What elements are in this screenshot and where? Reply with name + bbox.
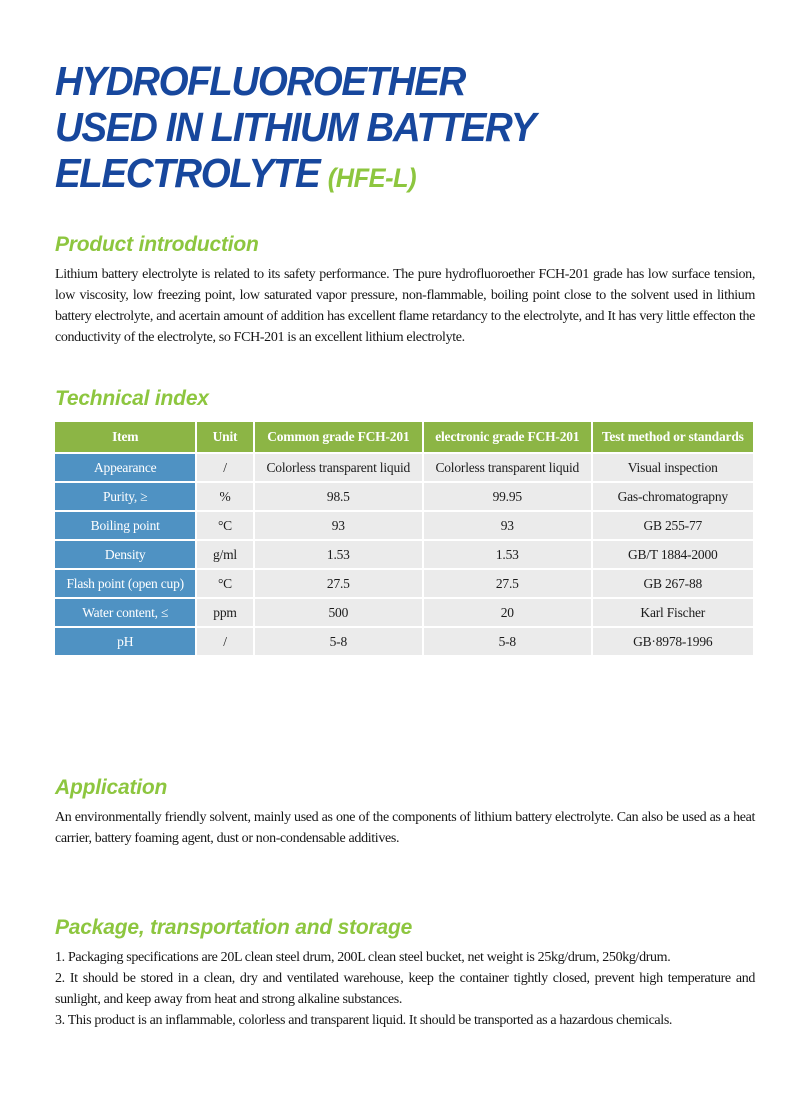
- page-title-suffix: (HFE-L): [327, 163, 417, 193]
- row-label: Boiling point: [55, 512, 195, 539]
- application-text: An environmentally friendly solvent, mainly used as one of the components of lithium battery electrolyte. Can also be used as a heat carrier, battery foaming agent, dust or non-condensable additives.: [55, 810, 755, 846]
- cell-electronic: 93: [424, 512, 590, 539]
- column-header-test-method: Test method or standards: [593, 422, 753, 452]
- technical-index-heading: Technical index: [55, 387, 209, 410]
- cell-unit: °C: [197, 512, 252, 539]
- cell-unit: g/ml: [197, 541, 252, 568]
- cell-electronic: 5-8: [424, 628, 590, 655]
- cell-common: 5-8: [255, 628, 422, 655]
- package-item-2: 2. It should be stored in a clean, dry and ventilated warehouse, keep the container tightly closed, prevent high temperature and sunlight, and keep away from heat and strong alkaline substances.: [55, 971, 755, 1007]
- table-row-purity: [55, 483, 753, 510]
- section-application: [55, 775, 755, 849]
- row-label: Water content, ≤: [55, 599, 195, 626]
- cell-unit: /: [197, 628, 252, 655]
- cell-unit: °C: [197, 570, 252, 597]
- cell-common: 98.5: [255, 483, 422, 510]
- table-row-appearance: [55, 454, 753, 481]
- cell-method: Karl Fischer: [593, 599, 753, 626]
- cell-electronic: 20: [424, 599, 590, 626]
- cell-common: Colorless transparent liquid: [255, 454, 422, 481]
- table-row-boiling-point: [55, 512, 753, 539]
- section-package-transportation-storage: [55, 915, 755, 1031]
- row-label: Flash point (open cup): [55, 570, 195, 597]
- cell-common: 27.5: [255, 570, 422, 597]
- product-introduction-heading: Product introduction: [55, 233, 259, 256]
- cell-common: 500: [255, 599, 422, 626]
- page-title-line3-main: ELECTROLYTE: [55, 150, 320, 196]
- page-title-line1: HYDROFLUOROETHER: [55, 58, 465, 104]
- table-row-ph: [55, 628, 753, 655]
- cell-electronic: Colorless transparent liquid: [424, 454, 590, 481]
- cell-method: Gas-chromatograpny: [593, 483, 753, 510]
- application-heading: Application: [55, 776, 168, 799]
- cell-unit: /: [197, 454, 252, 481]
- package-item-1: 1. Packaging specifications are 20L clean steel drum, 200L clean steel bucket, net weight is 25kg/drum, 250kg/drum.: [55, 950, 671, 965]
- cell-common: 93: [255, 512, 422, 539]
- cell-unit: ppm: [197, 599, 252, 626]
- cell-unit: %: [197, 483, 252, 510]
- cell-method: GB·8978-1996: [593, 628, 753, 655]
- section-product-introduction: [55, 232, 755, 348]
- table-row-flash-point: [55, 570, 753, 597]
- row-label: Purity, ≥: [55, 483, 195, 510]
- cell-electronic: 27.5: [424, 570, 590, 597]
- table-row-density: [55, 541, 753, 568]
- row-label: Density: [55, 541, 195, 568]
- product-introduction-text: Lithium battery electrolyte is related to its safety performance. The pure hydrofluoroether FCH-201 grade has low surface tension, low viscosity, low freezing point, low saturated vapor pressure, non-flammable, boiling point close to the solvent used in lithium battery electrolyte, and acertain amount of addition has excellent flame retardancy to the electrolyte, and It has very little effecton the conductivity of the electrolyte, so FCH-201 is an excellent lithium electrolyte.: [55, 267, 755, 345]
- package-item-3: 3. This product is an inflammable, colorless and transparent liquid. It should be transported as a hazardous chemicals.: [55, 1013, 673, 1028]
- page-title-line2: USED IN LITHIUM BATTERY: [55, 104, 536, 150]
- page-title-line3: [55, 150, 713, 201]
- column-header-item: Item: [55, 422, 195, 452]
- cell-common: 1.53: [255, 541, 422, 568]
- cell-electronic: 99.95: [424, 483, 590, 510]
- cell-electronic: 1.53: [424, 541, 590, 568]
- column-header-unit: Unit: [197, 422, 252, 452]
- technical-index-table: [53, 420, 755, 657]
- datasheet-page: [0, 58, 800, 1031]
- table-row-water-content: [55, 599, 753, 626]
- row-label: pH: [55, 628, 195, 655]
- row-label: Appearance: [55, 454, 195, 481]
- package-list: [55, 947, 755, 1031]
- table-header-row: [55, 422, 753, 452]
- package-heading: Package, transportation and storage: [55, 916, 413, 939]
- cell-method: GB 267-88: [593, 570, 753, 597]
- column-header-common-grade: Common grade FCH-201: [255, 422, 422, 452]
- column-header-electronic-grade: electronic grade FCH-201: [424, 422, 590, 452]
- cell-method: GB 255-77: [593, 512, 753, 539]
- cell-method: Visual inspection: [593, 454, 753, 481]
- page-title: [55, 58, 755, 201]
- cell-method: GB/T 1884-2000: [593, 541, 753, 568]
- section-technical-index: [55, 386, 755, 657]
